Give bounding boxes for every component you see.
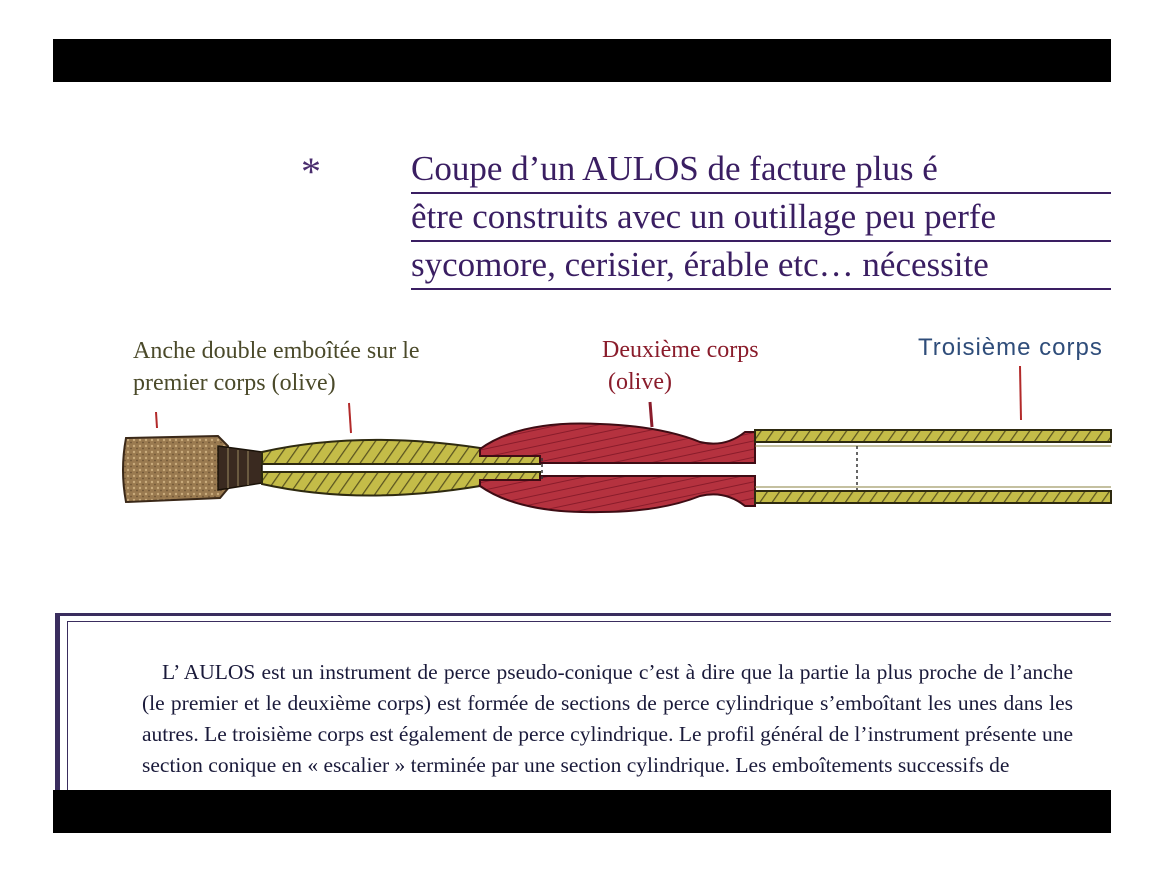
label-deuxieme-line-2: (olive) <box>602 369 672 395</box>
troisieme-corps <box>755 430 1111 503</box>
label-anche-line-2: premier corps (olive) <box>133 370 336 396</box>
label-troisieme-corps: Troisième corps <box>918 334 1103 361</box>
pointer-anche-reed <box>156 412 157 428</box>
asterisk-bullet: * <box>301 149 321 194</box>
label-anche-line-1: Anche double emboîtée sur le <box>133 338 420 364</box>
double-reed <box>123 436 262 502</box>
title-line-3: sycomore, cerisier, érable etc… nécessite <box>411 242 1111 290</box>
title-line-2: être construits avec un outillage peu perfe <box>411 194 1111 242</box>
label-deuxieme-line-1: Deuxième corps <box>602 337 759 363</box>
pointer-troisieme-corps <box>1020 366 1021 420</box>
deuxieme-corps-olive <box>480 424 755 513</box>
description-paragraph: L’ AULOS est un instrument de perce pseudo-conique c’est à dire que la partie la plus proche de l’anche (le premier et le deuxième corps) est formée de sections de perce cylindrique s’emboîtant les unes dans les autres. Le troisième corps est également de perce cylindrique. Le profil général de l’instrument présente une section conique en « escalier » terminée par une section cylindrique. Les emboîtements successifs de <box>142 660 1073 777</box>
pointer-premier-corps <box>349 403 351 433</box>
pointer-deuxieme-corps <box>650 402 652 427</box>
title-line-1: Coupe d’un AULOS de facture plus é <box>411 146 1111 194</box>
